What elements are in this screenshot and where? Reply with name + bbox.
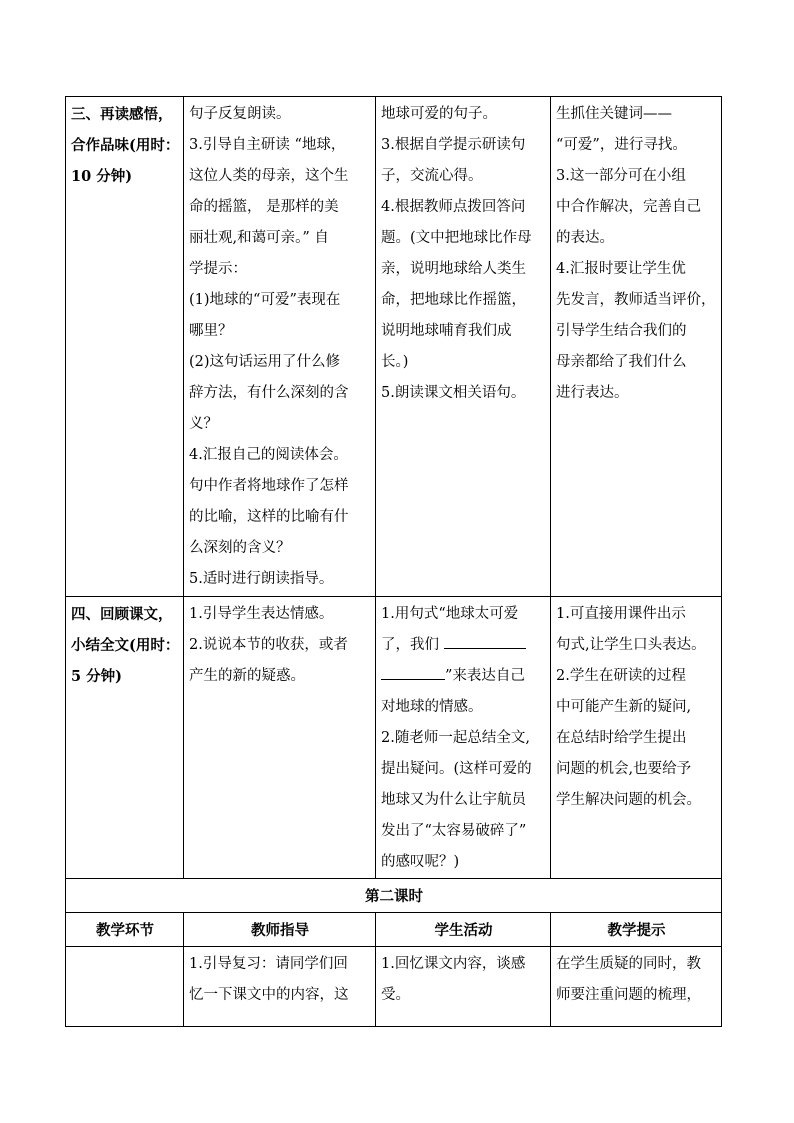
student-text-line: 子，交流心得。 xyxy=(381,168,483,184)
teacher-text-line: 丽壮观,和蔼可亲。” 自 xyxy=(189,230,329,246)
teacher-text-line: 学提示： xyxy=(189,261,247,277)
student-activity-cell xyxy=(376,597,551,879)
student-text-line: 的感叹呢？) xyxy=(381,854,460,870)
teacher-text-line: 1.引导复习：请同学们回 xyxy=(189,956,348,972)
section-title: 第二课时 xyxy=(66,879,722,913)
table-row-review xyxy=(66,947,722,1027)
student-text-line: 5.朗读课文相关语句。 xyxy=(381,385,526,401)
fill-in-blank xyxy=(381,661,445,680)
hint-text-line: 1.可直接用课件出示 xyxy=(556,606,686,622)
table-row-stage3 xyxy=(66,97,722,597)
teacher-text-line: 句中作者将地球作了怎样 xyxy=(189,478,349,494)
stage-cell xyxy=(66,947,184,1027)
teacher-text-line: 4.汇报自己的阅读体会。 xyxy=(189,447,348,463)
hint-text-line: 句式,让学生口头表达。 xyxy=(556,637,706,653)
sentence-pattern-prefix: 了，我们 xyxy=(381,637,439,653)
hint-text-line: 进行表达。 xyxy=(556,385,629,401)
hint-text-line: 在学生质疑的同时，教 xyxy=(556,956,701,972)
hint-text-line: 2.学生在研读的过程 xyxy=(556,668,686,684)
table-header-row xyxy=(66,913,722,947)
fill-in-blank xyxy=(444,630,526,649)
lesson-plan-table xyxy=(65,96,722,1027)
student-text-line: 长。) xyxy=(381,354,409,370)
teacher-text-line: 忆一下课文中的内容，这 xyxy=(189,987,349,1003)
hint-text-line: 生抓住关键词—— xyxy=(556,106,672,122)
column-header-teacher: 教师指导 xyxy=(184,913,376,947)
teacher-text-line: 产生的新的疑惑。 xyxy=(189,668,305,684)
student-text-line: 发出了“太容易破碎了” xyxy=(381,823,527,839)
teacher-text-line: 3.引导自主研读 “地球， xyxy=(189,137,346,153)
teaching-hint-cell xyxy=(551,947,722,1027)
stage-text-line: 10 分钟) xyxy=(71,168,133,185)
table-row-stage4 xyxy=(66,597,722,879)
teaching-hint-cell xyxy=(551,97,722,597)
teacher-text-line: 哪里？ xyxy=(189,323,233,339)
column-header-student: 学生活动 xyxy=(376,913,551,947)
student-text-line: 题。(文中把地球比作母 xyxy=(381,230,532,246)
hint-text-line: 中可能产生新的疑问, xyxy=(556,699,692,715)
column-header-hint: 教学提示 xyxy=(551,913,722,947)
hint-text-line: 学生解决问题的机会。 xyxy=(556,792,701,808)
teacher-guidance-cell xyxy=(184,947,376,1027)
sentence-pattern-suffix: ”来表达自己 xyxy=(445,668,525,684)
student-text-line: 受。 xyxy=(381,987,410,1003)
teacher-text-line: 的比喻，这样的比喻有什 xyxy=(189,509,349,525)
hint-text-line: 引导学生结合我们的 xyxy=(556,323,687,339)
column-header-stage: 教学环节 xyxy=(66,913,184,947)
student-text-line: 对地球的情感。 xyxy=(381,699,483,715)
teacher-text-line: 辞方法，有什么深刻的含 xyxy=(189,385,349,401)
student-activity-cell xyxy=(376,97,551,597)
student-text-line xyxy=(381,630,546,661)
teaching-hint-cell xyxy=(551,597,722,879)
teacher-text-line: 1.引导学生表达情感。 xyxy=(189,606,334,622)
student-text-line: 1.用句式“地球太可爱 xyxy=(381,606,519,622)
teacher-text-line: (1)地球的“可爱”表现在 xyxy=(189,292,341,308)
stage-cell xyxy=(66,597,184,879)
hint-text-line: 中合作解决，完善自己 xyxy=(556,199,701,215)
hint-text-line: 师要注重问题的梳理， xyxy=(556,987,701,1003)
student-text-line: 地球可爱的句子。 xyxy=(381,106,497,122)
hint-text-line: 在总结时给学生提出 xyxy=(556,730,687,746)
hint-text-line: 先发言，教师适当评价， xyxy=(556,292,716,308)
student-text-line xyxy=(381,661,546,692)
teacher-text-line: 5.适时进行朗读指导。 xyxy=(189,571,334,587)
hint-text-line: 3.这一部分可在小组 xyxy=(556,168,686,184)
teacher-text-line: (2)这句话运用了什么修 xyxy=(189,354,341,370)
student-text-line: 提出疑问。(这样可爱的 xyxy=(381,761,532,777)
student-text-line: 2.随老师一起总结全文, xyxy=(381,730,530,746)
student-text-line: 4.根据教师点拨回答问 xyxy=(381,199,526,215)
stage-text-line: 5 分钟) xyxy=(71,668,122,685)
stage-text-line: 小结全文(用时： xyxy=(71,637,180,654)
hint-text-line: 母亲都给了我们什么 xyxy=(556,354,687,370)
stage-text-line: 三、再读感悟， xyxy=(71,106,173,123)
teacher-text-line: 命的摇篮， 是那样的美 xyxy=(189,199,339,215)
stage-cell xyxy=(66,97,184,597)
student-text-line: 亲，说明地球给人类生 xyxy=(381,261,526,277)
student-text-line: 地球又为什么让宇航员 xyxy=(381,792,526,808)
teacher-text-line: 义？ xyxy=(189,416,218,432)
stage-text-line: 合作品味(用时： xyxy=(71,137,180,154)
student-text-line: 3.根据自学提示研读句 xyxy=(381,137,526,153)
hint-text-line: “可爱”，进行寻找。 xyxy=(556,137,687,153)
teacher-guidance-cell xyxy=(184,597,376,879)
teacher-guidance-cell xyxy=(184,97,376,597)
teacher-text-line: 么深刻的含义？ xyxy=(189,540,291,556)
teacher-text-line: 句子反复朗读。 xyxy=(189,106,291,122)
student-text-line: 命，把地球比作摇篮， xyxy=(381,292,526,308)
student-activity-cell xyxy=(376,947,551,1027)
student-text-line: 1.回忆课文内容，谈感 xyxy=(381,956,526,972)
hint-text-line: 问题的机会,也要给予 xyxy=(556,761,692,777)
hint-text-line: 4.汇报时要让学生优 xyxy=(556,261,686,277)
table-row-section-title xyxy=(66,879,722,913)
stage-text-line: 四、回顾课文， xyxy=(71,606,173,623)
student-text-line: 说明地球哺育我们成 xyxy=(381,323,512,339)
hint-text-line: 的表达。 xyxy=(556,230,614,246)
teacher-text-line: 2.说说本节的收获，或者 xyxy=(189,637,348,653)
teacher-text-line: 这位人类的母亲，这个生 xyxy=(189,168,349,184)
